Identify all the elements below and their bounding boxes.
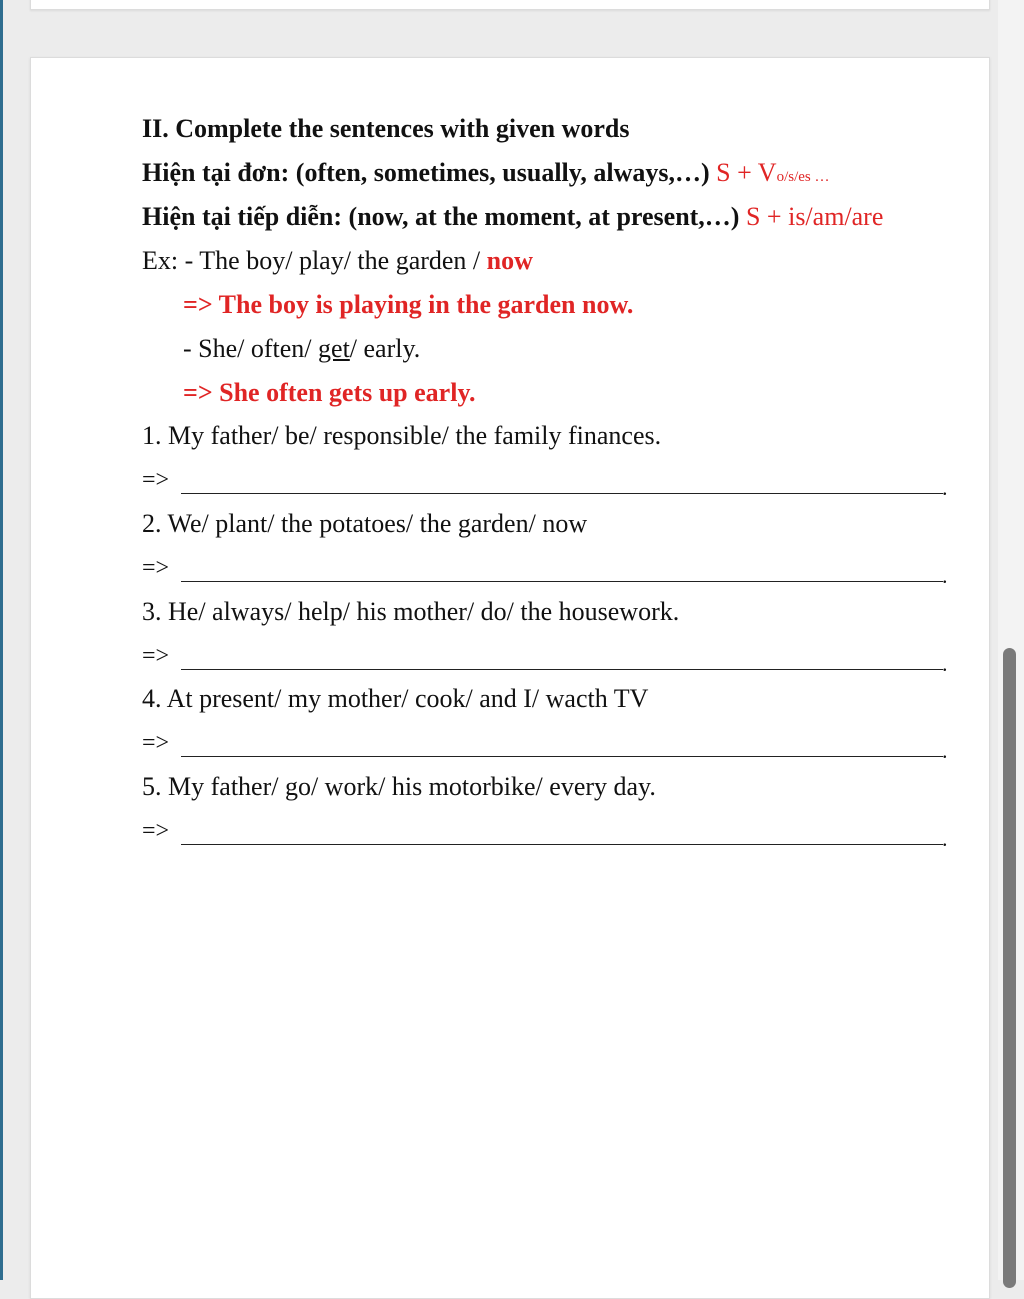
exercise-2: 2. We/ plant/ the potatoes/ the garden/ now xyxy=(142,509,588,538)
window-left-edge xyxy=(0,0,3,1280)
rule-progressive-formula: S + is/am/are xyxy=(745,202,884,231)
example-2-answer: => She often gets up early. xyxy=(183,378,476,407)
answer-blank-4[interactable] xyxy=(181,756,943,757)
exercise-5: 5. My father/ go/ work/ his motorbike/ every day. xyxy=(142,772,656,801)
example-1-keyword: now xyxy=(486,246,533,275)
rule-simple-formula xyxy=(716,158,829,187)
answer-period: . xyxy=(942,651,948,676)
answer-blank-1[interactable] xyxy=(181,493,943,494)
example-2-suffix: / early. xyxy=(349,334,421,363)
example-1-prompt: Ex: - The boy/ play/ the garden / xyxy=(142,246,481,275)
example-2 xyxy=(183,334,420,364)
answer-blank-2[interactable] xyxy=(181,581,943,582)
answer-blank-5[interactable] xyxy=(181,844,943,845)
section-heading: II. Complete the sentences with given words xyxy=(142,114,630,143)
example-2-underlined: get xyxy=(318,334,350,363)
rule-present-progressive xyxy=(142,202,883,232)
document-page xyxy=(30,57,990,1299)
answer-arrow: => xyxy=(142,818,170,844)
answer-period: . xyxy=(942,738,948,763)
answer-blank-3[interactable] xyxy=(181,669,943,670)
answer-arrow: => xyxy=(142,730,170,756)
example-1 xyxy=(142,246,533,276)
rule-progressive-label: Hiện tại tiếp diễn: (now, at the moment, at present,…) xyxy=(142,202,740,231)
answer-arrow: => xyxy=(142,643,170,669)
answer-period: . xyxy=(942,475,948,500)
answer-period: . xyxy=(942,563,948,588)
answer-arrow: => xyxy=(142,555,170,581)
rule-simple-present xyxy=(142,158,829,192)
exercise-1: 1. My father/ be/ responsible/ the family finances. xyxy=(142,421,662,450)
exercise-3: 3. He/ always/ help/ his mother/ do/ the housework. xyxy=(142,597,680,626)
rule-simple-label: Hiện tại đơn: (often, sometimes, usually, always,…) xyxy=(142,158,710,187)
scrollbar-thumb[interactable] xyxy=(1003,648,1016,1288)
previous-page-edge xyxy=(30,0,990,10)
example-1-answer: => The boy is playing in the garden now. xyxy=(183,290,634,319)
answer-period: . xyxy=(942,826,948,851)
formula-main: S + V xyxy=(716,158,777,187)
answer-arrow: => xyxy=(142,467,170,493)
exercise-4: 4. At present/ my mother/ cook/ and I/ wacth TV xyxy=(142,684,649,713)
example-2-prompt: - She/ often/ xyxy=(183,334,312,363)
formula-subscript: o/s/es … xyxy=(776,169,830,185)
